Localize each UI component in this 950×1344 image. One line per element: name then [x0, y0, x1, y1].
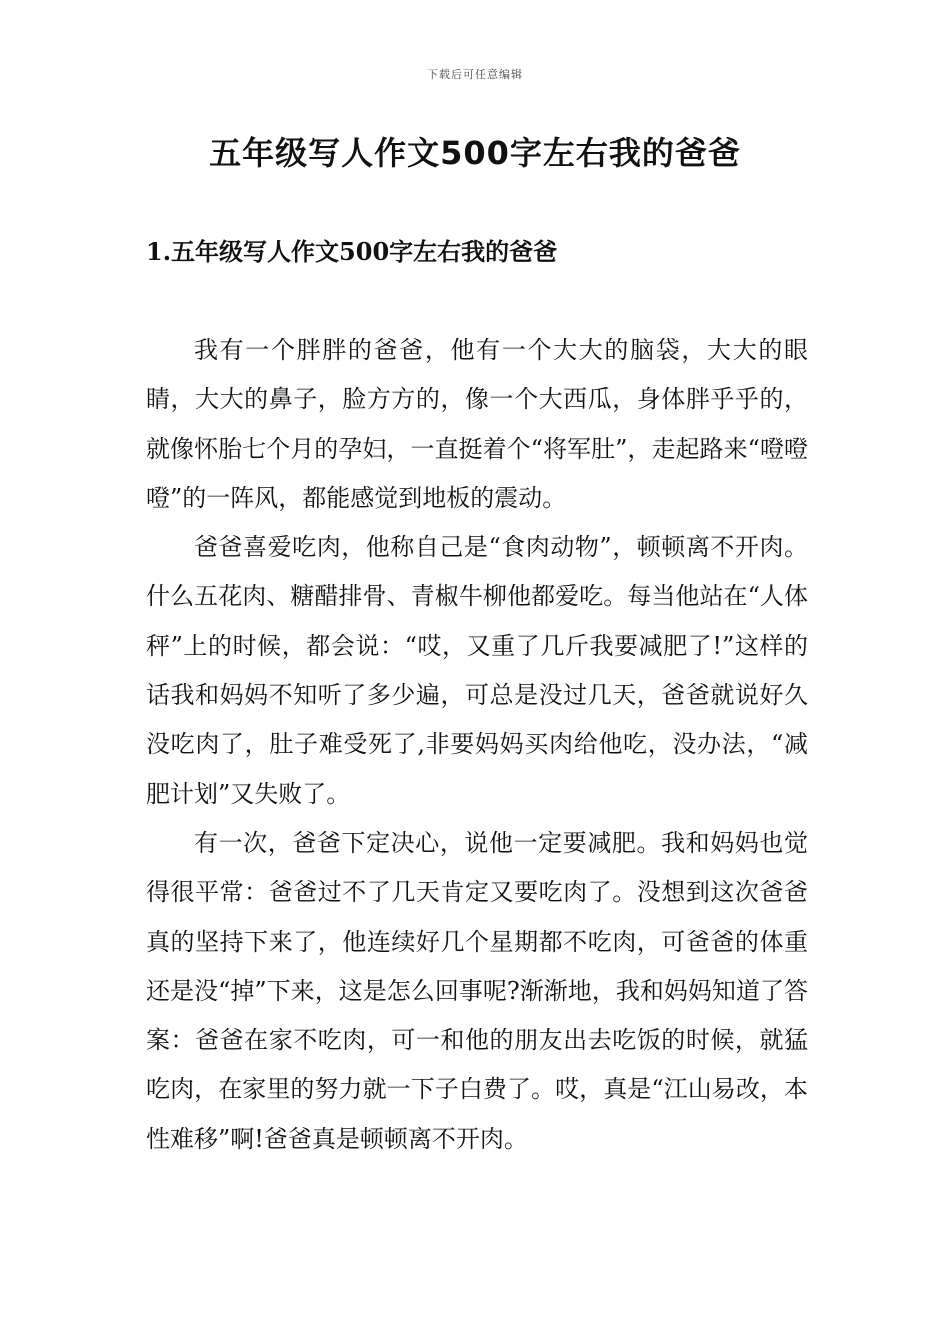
paragraph-2: 爸爸喜爱吃肉，他称自己是“食肉动物”，顿顿离不开肉。什么五花肉、糖醋排骨、青椒牛柳他都爱吃。每当他站在“人体秤”上的时候，都会说：“哎，又重了几斤我要减肥了!”这样的话我和妈妈不知听了多少遍，可总是没过几天，爸爸就说好久没吃肉了，肚子难受死了,非要妈妈买肉给他吃，没办法，“减肥计划”又失败了。: [146, 533, 808, 808]
document-title: 五年级写人作文500字左右我的爸爸: [209, 134, 741, 172]
essay-body: [146, 326, 808, 1164]
paragraph-1: 我有一个胖胖的爸爸，他有一个大大的脑袋，大大的眼睛，大大的鼻子，脸方方的，像一个大西瓜，身体胖乎乎的，就像怀胎七个月的孕妇，一直挺着个“将军肚”，走起路来“噔噔噔”的一阵风，都能感觉到地板的震动。: [146, 336, 808, 512]
header-note: 下载后可任意编辑: [427, 68, 523, 81]
paragraph-3: 有一次，爸爸下定决心，说他一定要减肥。我和妈妈也觉得很平常：爸爸过不了几天肯定又要吃肉了。没想到这次爸爸真的坚持下来了，他连续好几个星期都不吃肉，可爸爸的体重还是没“掉”下来，这是怎么回事呢?渐渐地，我和妈妈知道了答案：爸爸在家不吃肉，可一和他的朋友出去吃饭的时候，就猛吃肉，在家里的努力就一下子白费了。哎，真是“江山易改，本性难移”啊!爸爸真是顿顿离不开肉。: [146, 828, 808, 1153]
section-heading: 1.五年级写人作文500字左右我的爸爸: [146, 237, 558, 266]
